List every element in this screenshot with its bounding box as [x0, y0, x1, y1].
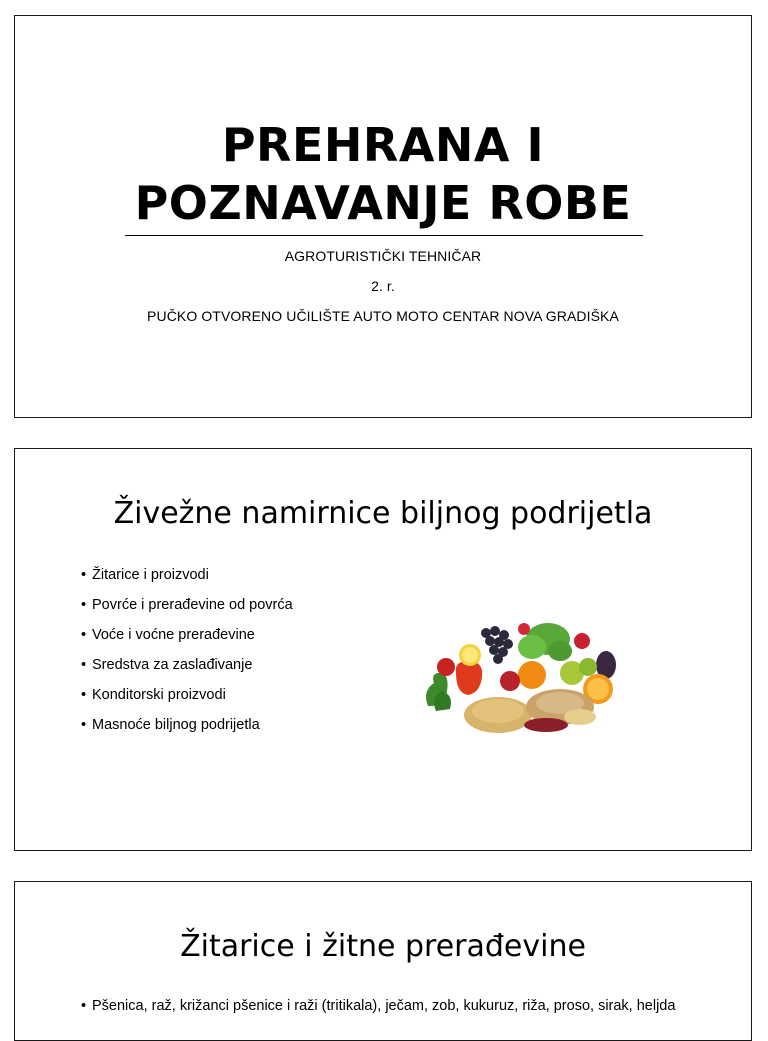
title-line-2: POZNAVANJE ROBE: [134, 176, 632, 230]
list-item-text: Pšenica, raž, križanci pšenice i raži (tritikala), ječam, zob, kukuruz, riža, proso, sirak, heljda: [92, 998, 676, 1014]
list-item-text: Sredstva za zaslađivanje: [92, 657, 253, 673]
title-block: [15, 116, 751, 232]
list-item-text: Voće i voćne prerađevine: [92, 627, 255, 643]
list-item: [81, 714, 293, 744]
fruit-vegetables-grains-image: [420, 611, 620, 746]
bullet-icon: •: [81, 717, 87, 733]
plant-foods-slide: [14, 448, 752, 851]
list-item: [81, 684, 293, 714]
bullet-list: [81, 564, 293, 744]
subtitle-institution: PUČKO OTVORENO UČILIŠTE AUTO MOTO CENTAR NOVA GRADIŠKA: [147, 308, 619, 324]
subtitle-grade: 2. r.: [371, 278, 395, 294]
list-item-text: Žitarice i proizvodi: [92, 567, 209, 583]
cereals-slide: [14, 881, 752, 1041]
bullet-icon: •: [81, 687, 87, 703]
list-item-text: Povrće i prerađevine od povrća: [92, 597, 293, 613]
bullet-icon: •: [81, 567, 87, 583]
bullet-icon: •: [81, 627, 87, 643]
bullet-icon: •: [81, 657, 87, 673]
list-item: [81, 594, 293, 624]
bullet-icon: •: [81, 998, 87, 1014]
slide-heading: Žitarice i žitne prerađevine: [180, 929, 586, 964]
title-underline: [125, 235, 643, 236]
list-item-text: Masnoće biljnog podrijetla: [92, 717, 260, 733]
slide-heading: Živežne namirnice biljnog podrijetla: [113, 496, 653, 531]
list-item-text: Konditorski proizvodi: [92, 687, 226, 703]
list-item: [81, 564, 293, 594]
bullet-list: [81, 997, 681, 1015]
title-line-1: PREHRANA I: [221, 118, 545, 172]
bullet-icon: •: [81, 597, 87, 613]
title-slide: [14, 15, 752, 418]
list-item: [81, 624, 293, 654]
subtitle-program: AGROTURISTIČKI TEHNIČAR: [284, 248, 482, 264]
list-item: [81, 997, 681, 1015]
list-item: [81, 654, 293, 684]
